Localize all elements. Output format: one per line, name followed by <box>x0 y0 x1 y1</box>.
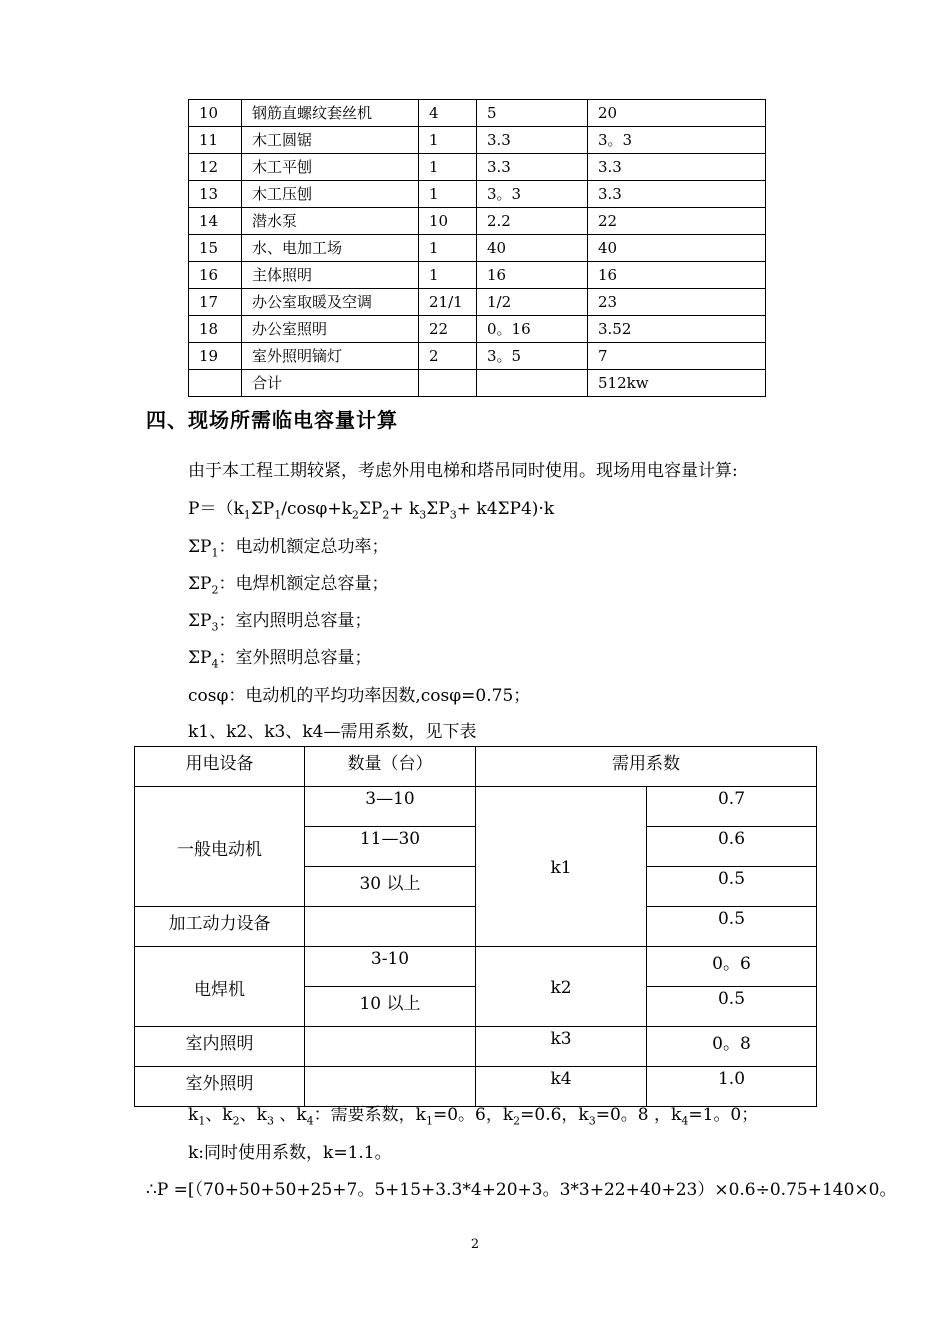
equipment-cell: 加工动力设备 <box>135 907 305 947</box>
def-text: ：电动机额定总功率； <box>218 537 389 557</box>
name-cell: 主体照明 <box>242 262 419 289</box>
qty-cell: 30 以上 <box>305 867 476 907</box>
table-row <box>189 316 766 343</box>
def-symbol: ΣP <box>188 611 212 631</box>
total-cell: 3。3 <box>588 127 766 154</box>
k4-cell: k4 <box>476 1067 647 1107</box>
no-cell: 11 <box>189 127 242 154</box>
total-cell: 3.52 <box>588 316 766 343</box>
name-cell: 室外照明镝灯 <box>242 343 419 370</box>
kv-part: =0。8 ，k <box>595 1105 682 1125</box>
total-no-cell <box>189 370 242 397</box>
table-row <box>135 947 817 987</box>
table-row <box>189 262 766 289</box>
formula-sub: 2 <box>382 508 390 522</box>
coefficient-table <box>134 746 817 1107</box>
k1-cell: k1 <box>476 787 647 947</box>
power-cell: 40 <box>477 235 588 262</box>
name-cell: 木工压刨 <box>242 181 419 208</box>
total-power-cell <box>477 370 588 397</box>
name-cell: 水、电加工场 <box>242 235 419 262</box>
kv-sub: 1 <box>425 1114 433 1128</box>
formula-sub: 1 <box>243 508 251 522</box>
qty-cell: 1 <box>419 127 477 154</box>
power-cell: 3.3 <box>477 154 588 181</box>
calculation-line: ∴P =[（70+50+50+25+7。5+15+3.3*4+20+3。3*3+22+40+23）×0.6÷0.75+140×0。 <box>146 1180 897 1200</box>
k3-cell: k3 <box>476 1027 647 1067</box>
k2-cell: k2 <box>476 947 647 1027</box>
qty-cell: 10 <box>419 208 477 235</box>
definition-line <box>188 569 388 596</box>
value-cell: 0。6 <box>647 947 817 987</box>
k-definition: k1、k2、k3、k4—需用系数，见下表 <box>188 722 477 742</box>
def-symbol: ΣP <box>188 648 212 668</box>
power-cell: 3。3 <box>477 181 588 208</box>
name-cell: 木工平刨 <box>242 154 419 181</box>
formula-part: /cosφ+k <box>281 499 352 519</box>
total-cell: 40 <box>588 235 766 262</box>
page-number: 2 <box>470 1237 480 1252</box>
qty-cell: 2 <box>419 343 477 370</box>
kv-sub: 2 <box>513 1114 521 1128</box>
kv-sub: 3 <box>588 1114 596 1128</box>
no-cell: 15 <box>189 235 242 262</box>
power-cell: 3.3 <box>477 127 588 154</box>
value-cell: 1.0 <box>647 1067 817 1107</box>
kv-part: 、k <box>205 1105 233 1125</box>
header-equipment: 用电设备 <box>135 747 305 787</box>
motor-cell: 一般电动机 <box>135 787 305 907</box>
qty-cell <box>305 907 476 947</box>
formula-sub: 3 <box>449 508 457 522</box>
formula-sub: 1 <box>274 508 282 522</box>
def-symbol: ΣP <box>188 537 212 557</box>
name-cell: 钢筋直螺纹套丝机 <box>242 100 419 127</box>
formula-part: P＝（k <box>188 499 244 519</box>
power-cell: 16 <box>477 262 588 289</box>
kv-sub: 4 <box>681 1114 689 1128</box>
no-cell: 19 <box>189 343 242 370</box>
table-row <box>189 208 766 235</box>
value-cell: 0.5 <box>647 867 817 907</box>
equipment-cell: 室内照明 <box>135 1027 305 1067</box>
simultaneity-line: k:同时使用系数，k=1.1。 <box>188 1143 392 1163</box>
total-cell: 16 <box>588 262 766 289</box>
def-symbol: ΣP <box>188 574 212 594</box>
kv-part: =1。0； <box>688 1105 759 1125</box>
formula-part: ΣP <box>358 499 383 519</box>
table-row <box>189 343 766 370</box>
power-cell: 2.2 <box>477 208 588 235</box>
kv-part: =0。6，k <box>432 1105 514 1125</box>
name-cell: 办公室取暖及空调 <box>242 289 419 316</box>
def-sub: 4 <box>211 657 219 671</box>
header-coefficient: 需用系数 <box>476 747 817 787</box>
section-heading: 四、现场所需临电容量计算 <box>146 408 398 432</box>
no-cell: 13 <box>189 181 242 208</box>
kv-part: =0.6，k <box>520 1105 589 1125</box>
table-row <box>135 787 817 827</box>
def-text: ：室外照明总容量； <box>218 648 372 668</box>
formula-part: ΣP <box>426 499 450 519</box>
welder-cell: 电焊机 <box>135 947 305 1027</box>
kv-part: k <box>188 1105 199 1125</box>
total-label-cell: 合计 <box>242 370 419 397</box>
name-cell: 木工圆锯 <box>242 127 419 154</box>
value-cell: 0.6 <box>647 827 817 867</box>
qty-cell: 1 <box>419 262 477 289</box>
total-cell: 7 <box>588 343 766 370</box>
cos-definition: cosφ：电动机的平均功率因数,cosφ=0.75； <box>188 686 531 706</box>
qty-cell: 3—10 <box>305 787 476 827</box>
qty-cell: 3-10 <box>305 947 476 987</box>
no-cell: 18 <box>189 316 242 343</box>
def-sub: 2 <box>211 583 219 597</box>
no-cell: 14 <box>189 208 242 235</box>
value-cell: 0.5 <box>647 907 817 947</box>
qty-cell <box>305 1027 476 1067</box>
header-quantity: 数量（台） <box>305 747 476 787</box>
qty-cell: 1 <box>419 181 477 208</box>
table-row <box>189 100 766 127</box>
qty-cell: 21/1 <box>419 289 477 316</box>
name-cell: 潜水泵 <box>242 208 419 235</box>
def-text: ：室内照明总容量； <box>218 611 372 631</box>
total-cell: 3.3 <box>588 154 766 181</box>
name-cell: 办公室照明 <box>242 316 419 343</box>
table-header-row <box>135 747 817 787</box>
qty-cell: 1 <box>419 154 477 181</box>
total-cell: 3.3 <box>588 181 766 208</box>
equipment-table <box>188 99 766 397</box>
formula-line <box>188 494 554 521</box>
kv-sub: 2 <box>232 1114 240 1128</box>
def-sub: 1 <box>211 546 219 560</box>
table-row <box>189 154 766 181</box>
total-qty-cell <box>419 370 477 397</box>
table-row <box>189 127 766 154</box>
formula-sub: 2 <box>351 508 359 522</box>
no-cell: 10 <box>189 100 242 127</box>
formula-part: ΣP <box>250 499 275 519</box>
qty-cell: 11—30 <box>305 827 476 867</box>
kv-part: ：需要系数，k <box>313 1105 426 1125</box>
value-cell: 0.7 <box>647 787 817 827</box>
no-cell: 17 <box>189 289 242 316</box>
table-row-total <box>189 370 766 397</box>
value-cell: 0.5 <box>647 987 817 1027</box>
qty-cell: 4 <box>419 100 477 127</box>
kv-sub: 3 <box>266 1114 274 1128</box>
table-row <box>189 235 766 262</box>
qty-cell: 1 <box>419 235 477 262</box>
qty-cell: 10 以上 <box>305 987 476 1027</box>
power-cell: 1/2 <box>477 289 588 316</box>
no-cell: 16 <box>189 262 242 289</box>
value-cell: 0。8 <box>647 1027 817 1067</box>
table-row <box>189 289 766 316</box>
table-row <box>189 181 766 208</box>
kv-part: 、k <box>273 1105 307 1125</box>
kv-sub: 1 <box>198 1114 206 1128</box>
qty-cell: 22 <box>419 316 477 343</box>
definition-line <box>188 606 371 633</box>
formula-part: + k4ΣP4)·k <box>456 499 555 519</box>
power-cell: 3。5 <box>477 343 588 370</box>
definition-line <box>188 532 388 559</box>
formula-part: + k <box>389 499 420 519</box>
def-sub: 3 <box>211 620 219 634</box>
equipment-cell: 室外照明 <box>135 1067 305 1107</box>
formula-sub: 3 <box>419 508 427 522</box>
no-cell: 12 <box>189 154 242 181</box>
k-values-line <box>188 1100 758 1127</box>
total-cell: 23 <box>588 289 766 316</box>
kv-sub: 4 <box>306 1114 314 1128</box>
total-cell: 22 <box>588 208 766 235</box>
definition-line <box>188 643 371 670</box>
total-value-cell: 512kw <box>588 370 766 397</box>
kv-part: 、k <box>239 1105 267 1125</box>
intro-paragraph: 由于本工程工期较紧，考虑外用电梯和塔吊同时使用。现场用电容量计算: <box>188 461 738 481</box>
table-row <box>135 1027 817 1067</box>
power-cell: 5 <box>477 100 588 127</box>
def-text: ：电焊机额定总容量； <box>218 574 389 594</box>
power-cell: 0。16 <box>477 316 588 343</box>
total-cell: 20 <box>588 100 766 127</box>
